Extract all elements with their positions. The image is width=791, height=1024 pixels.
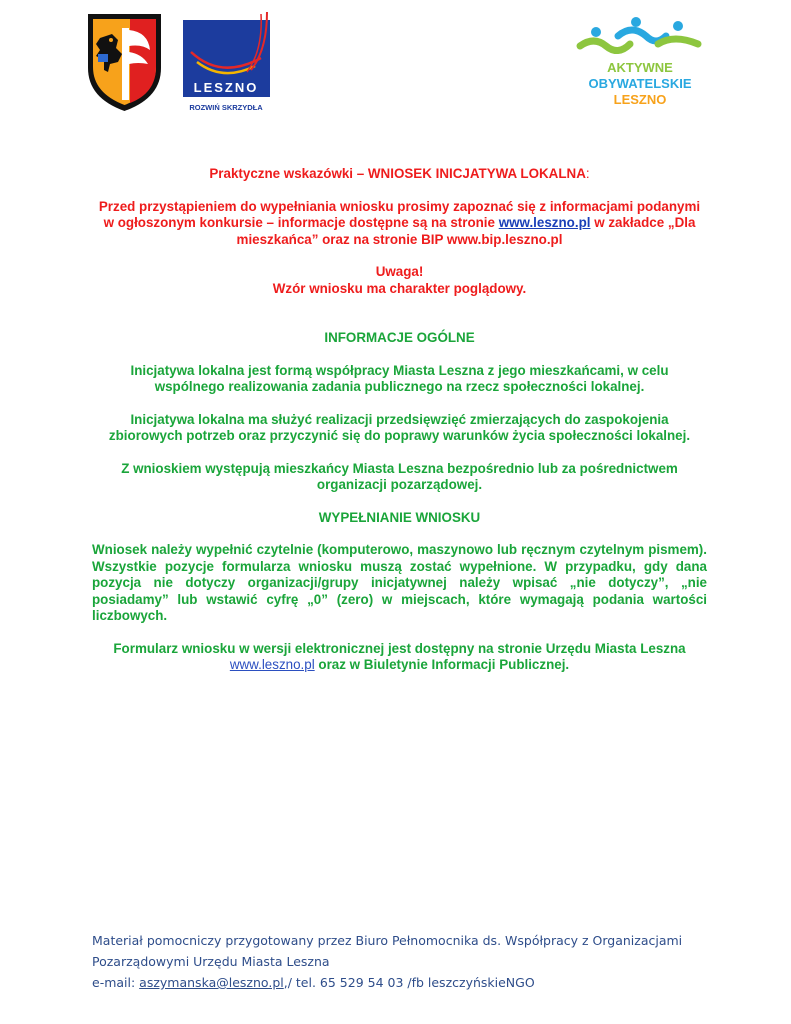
- footer-contact: [92, 972, 732, 993]
- document-body: [92, 166, 707, 674]
- intro-text-2: w zakładce „Dla mieszkańca” oraz na stronie BIP www.bip.leszno.pl: [236, 215, 696, 247]
- leszno-logo: [181, 10, 272, 118]
- leszno-link[interactable]: www.leszno.pl: [498, 215, 591, 230]
- fill-paragraph-1: Wniosek należy wypełnić czytelnie (komputerowo, maszynowo lub ręcznym czytelnym pismem). Wszystkie pozycje formularza wniosku muszą zostać wypełnione. W przypadku, gdy dana pozycja nie dotyczy organizacji/grupy inicjatywnej należy wpisać „nie dotyczy”, „nie posiadamy” lub wstawić cyfrę „0” (zero) w miejscach, które wymagają podania wartości liczbowych.: [92, 542, 707, 623]
- general-paragraph-2: Inicjatywa lokalna ma służyć realizacji przedsięwzięć zmierzających do zaspokojenia zbiorowych potrzeb oraz przyczynić się do poprawy warunków życia społeczności lokalnej.: [108, 411, 691, 443]
- warning-text: Wzór wniosku ma charakter poglądowy.: [272, 280, 527, 296]
- aol-line2: OBYWATELSKIE: [588, 76, 692, 91]
- aktywne-obywatelskie-leszno-logo: [574, 14, 704, 110]
- aol-line3: LESZNO: [613, 92, 667, 107]
- fill-paragraph-2-text-1: Formularz wniosku w wersji elektronicznej jest dostępny na stronie Urzędu Miasta Leszna: [113, 640, 686, 656]
- section-heading-general: INFORMACJE OGÓLNE: [324, 330, 475, 345]
- document-title: [92, 166, 707, 183]
- leszno-logo-name: LESZNO: [193, 80, 259, 95]
- fill-paragraph-2: [92, 641, 707, 674]
- intro-text-1: Przed przystąpieniem do wypełniania wniosku prosimy zapoznać się z informacjami podanymi w ogłoszonym konkursie – informacje dostępne są na stronie: [98, 198, 701, 230]
- aol-line1: AKTYWNE: [607, 60, 673, 75]
- fill-paragraph-2-text-2: oraz w Biuletynie Informacji Publicznej.: [314, 657, 570, 672]
- document-title-text: Praktyczne wskazówki – WNIOSEK INICJATYWA LOKALNA: [209, 166, 586, 181]
- footer: [92, 930, 732, 993]
- warning-label: Uwaga!: [375, 264, 424, 279]
- footer-line-2: Pozarządowymi Urzędu Miasta Leszna: [92, 954, 330, 969]
- footer-line-1: Materiał pomocniczy przygotowany przez Biuro Pełnomocnika ds. Współpracy z Organizacjami: [92, 933, 683, 948]
- document-title-colon: :: [585, 166, 590, 181]
- footer-email-link[interactable]: aszymanska@leszno.pl: [139, 975, 284, 990]
- footer-contact-rest: ,/ tel. 65 529 54 03 /fb leszczyńskieNGO: [283, 975, 535, 990]
- leszno-link-2[interactable]: www.leszno.pl: [229, 657, 315, 672]
- general-paragraph-1: Inicjatywa lokalna jest formą współpracy Miasta Leszna z jego mieszkańcami, w celu wspólnego realizowania zadania publicznego na rzecz społeczności lokalnej.: [130, 362, 669, 394]
- leszno-logo-tagline: ROZWIŃ SKRZYDŁA: [189, 103, 263, 112]
- section-heading-fill: WYPEŁNIANIE WNIOSKU: [318, 509, 481, 525]
- footer-email-label: e-mail:: [92, 975, 140, 990]
- general-paragraph-3: Z wnioskiem występują mieszkańcy Miasta Leszna bezpośrednio lub za pośrednictwem organizacji pozarządowej.: [121, 460, 678, 492]
- coat-of-arms-icon: [82, 10, 167, 114]
- intro-paragraph: [92, 199, 707, 249]
